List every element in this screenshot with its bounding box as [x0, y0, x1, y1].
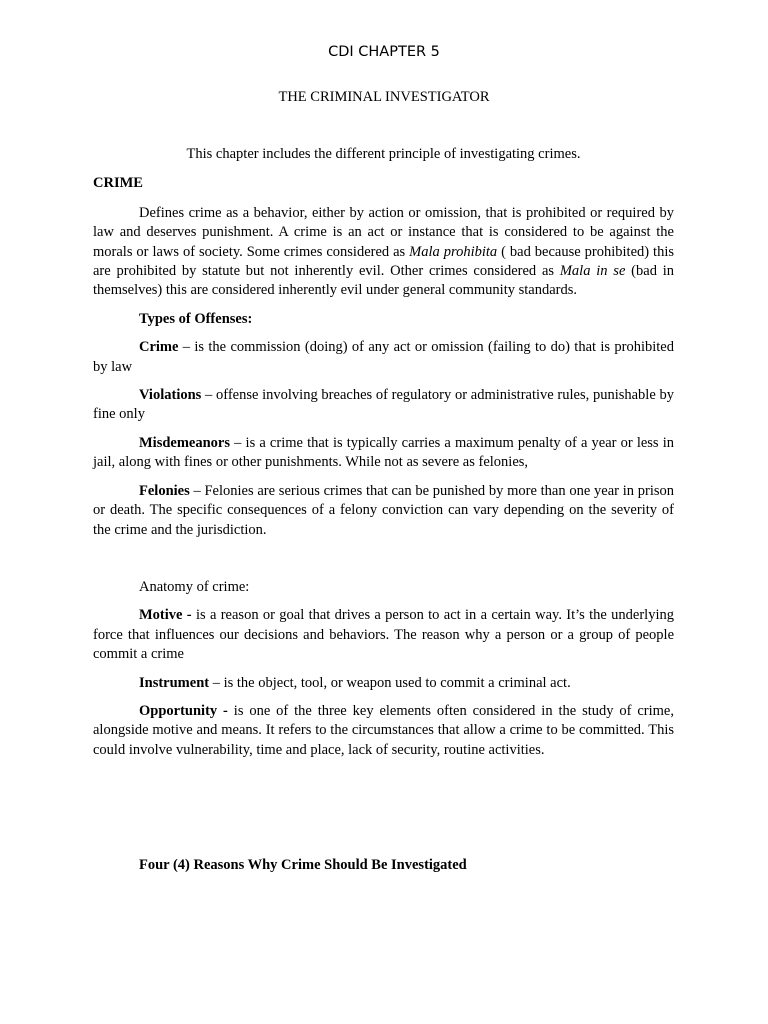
- anatomy-description: – is the object, tool, or weapon used to commit a criminal act.: [209, 674, 571, 691]
- crime-definition-paragraph: [93, 204, 674, 301]
- offense-item: [93, 482, 674, 540]
- document-body: [93, 145, 674, 885]
- spacer: [93, 769, 674, 856]
- chapter-title: CDI CHAPTER 5: [328, 44, 440, 60]
- anatomy-item: [93, 702, 674, 760]
- crime-heading: CRIME: [93, 175, 143, 192]
- anatomy-item: [93, 674, 674, 693]
- mala-prohibita-term: Mala prohibita: [409, 243, 498, 260]
- anatomy-item: [93, 606, 674, 664]
- definition-text-3: (bad in themselves) this are considered inherently evil under general community standards.: [93, 263, 675, 299]
- offense-description: – offense involving breaches of regulatory or administrative rules, punishable by fine only: [93, 387, 674, 423]
- offense-term: Crime: [139, 339, 179, 356]
- offense-item: [93, 338, 674, 377]
- document-title: THE CRIMINAL INVESTIGATOR: [278, 89, 490, 105]
- offense-term: Misdemeanors: [139, 434, 231, 451]
- anatomy-term: Instrument: [139, 674, 210, 691]
- offense-term: Felonies: [139, 482, 190, 499]
- offense-item: [93, 434, 674, 473]
- mala-in-se-term: Mala in se: [559, 263, 626, 280]
- offenses-heading: Types of Offenses:: [139, 310, 253, 327]
- offense-description: – Felonies are serious crimes that can be punished by more than one year in prison or death. The specific consequences of a felony conviction can vary depending on the severity of the crime and the jurisdiction.: [93, 482, 674, 538]
- offense-description: – is a crime that is typically carries a maximum penalty of a year or less in jail, along with fines or other punishments. While not as severe as felonies,: [93, 434, 674, 471]
- spacer: [93, 549, 674, 578]
- anatomy-description: is one of the three key elements often considered in the study of crime, alongside motive and means. It refers to the circumstances that allow a crime to be committed. This could involve vulnerability, time and place, lack of security, routine activities.: [93, 702, 674, 758]
- definition-text-1: Defines crime as a behavior, either by action or omission, that is prohibited or required by law and deserves punishment. A crime is an act or instance that is considered to be against the morals or laws of society. Some crimes considered as: [93, 204, 674, 260]
- reasons-heading: Four (4) Reasons Why Crime Should Be Investigated: [139, 857, 467, 874]
- anatomy-term: Motive -: [139, 607, 192, 624]
- offense-term: Violations: [139, 387, 202, 404]
- anatomy-term: Opportunity -: [139, 702, 228, 719]
- anatomy-description: is a reason or goal that drives a person to act in a certain way. It’s the underlying force that influences our decisions and behaviors. The reason why a person or a group of people commit a crime: [93, 607, 674, 663]
- anatomy-heading: Anatomy of crime:: [139, 578, 250, 595]
- definition-text-2: ( bad because prohibited) this are prohibited by statute but not inherently evil. Other crimes considered as: [93, 243, 674, 280]
- offense-item: [93, 386, 674, 425]
- offense-description: – is the commission (doing) of any act or omission (failing to do) that is prohibited by law: [93, 339, 674, 375]
- intro-paragraph: This chapter includes the different principle of investigating crimes.: [186, 146, 581, 162]
